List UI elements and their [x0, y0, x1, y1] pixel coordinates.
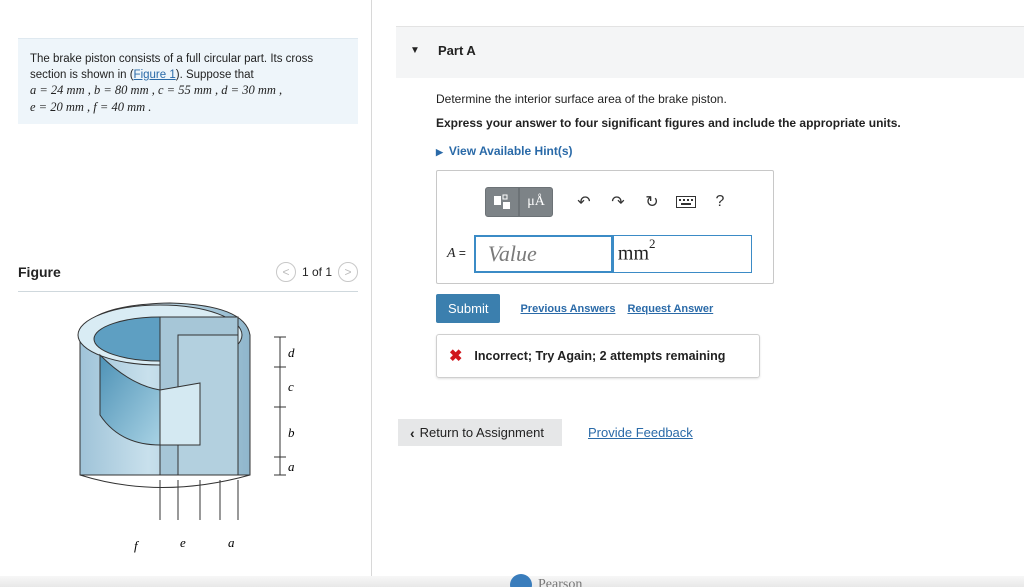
return-label: Return to Assignment — [419, 425, 544, 440]
dim-label-b: b — [288, 425, 295, 440]
figure-link[interactable]: Figure 1 — [133, 68, 176, 81]
answer-equation — [447, 235, 752, 273]
dim-label-f: f — [134, 538, 138, 553]
help-button[interactable]: ? — [715, 193, 725, 210]
templates-icon — [493, 194, 511, 210]
request-answer-link[interactable]: Request Answer — [627, 302, 714, 315]
expand-triangle-icon: ▶ — [436, 147, 443, 157]
dim-label-a: a — [288, 459, 295, 474]
toolbar-button-group — [485, 187, 553, 217]
submit-button[interactable]: Submit — [436, 294, 500, 323]
brake-piston-illustration — [60, 295, 320, 565]
value-input[interactable]: Value — [474, 235, 613, 273]
error-x-icon: ✖ — [449, 348, 463, 365]
figure-page-count: 1 of 1 — [301, 265, 332, 279]
problem-text-1: The brake piston consists of a full circular part. Its cross section is shown in ( — [30, 53, 314, 81]
figure-pager — [276, 262, 358, 282]
units-button[interactable]: μÅ — [519, 187, 553, 217]
figure-title: Figure — [18, 264, 61, 280]
problem-values-2: e = 20 mm , f = 40 mm . — [30, 99, 152, 114]
left-panel — [0, 0, 372, 587]
units-input[interactable]: $mm^2$ — [613, 235, 752, 273]
dim-label-a-bottom: a — [228, 535, 235, 550]
previous-answers-link[interactable]: Previous Answers — [520, 302, 616, 315]
figure-header — [18, 262, 358, 292]
chevron-left-icon: ‹ — [410, 424, 415, 441]
provide-feedback-link[interactable]: Provide Feedback — [588, 425, 693, 440]
redo-icon[interactable]: ↷ — [611, 194, 625, 211]
brand-name: Pearson — [538, 577, 583, 587]
dim-label-e: e — [180, 535, 186, 550]
problem-statement — [18, 38, 358, 124]
keyboard-icon[interactable] — [669, 187, 703, 217]
pearson-footer — [510, 574, 582, 587]
submit-row — [436, 294, 713, 323]
dim-label-c: c — [288, 379, 294, 394]
right-panel — [396, 0, 1024, 587]
figure-prev-button[interactable]: < — [276, 262, 296, 282]
question-text: Determine the interior surface area of the brake piston. — [436, 92, 727, 106]
hints-label: View Available Hint(s) — [448, 144, 573, 158]
templates-button[interactable] — [485, 187, 519, 217]
part-label: Part A — [438, 43, 476, 58]
problem-text-2: ). Suppose that — [175, 68, 254, 81]
figure-next-button[interactable]: > — [338, 262, 358, 282]
return-to-assignment-button[interactable] — [398, 419, 562, 446]
undo-icon[interactable]: ↶ — [577, 194, 591, 211]
answer-panel — [436, 170, 774, 284]
math-toolbar — [485, 187, 737, 217]
brake-piston-figure — [60, 295, 320, 565]
variable-label: A = — [447, 246, 466, 261]
instruction-text: Express your answer to four significant figures and include the appropriate units. — [436, 116, 901, 130]
part-a-header[interactable] — [396, 26, 1024, 78]
collapse-triangle-icon[interactable]: ▼ — [410, 45, 420, 56]
dim-label-d: d — [288, 345, 295, 360]
problem-values-1: a = 24 mm , b = 80 mm , c = 55 mm , d = 30 mm , — [30, 83, 283, 97]
feedback-message — [436, 334, 760, 378]
view-hints-link[interactable] — [436, 144, 573, 158]
pearson-logo-icon — [510, 574, 532, 587]
reset-icon[interactable]: ↻ — [645, 194, 659, 211]
feedback-text: Incorrect; Try Again; 2 attempts remaining — [474, 349, 726, 363]
